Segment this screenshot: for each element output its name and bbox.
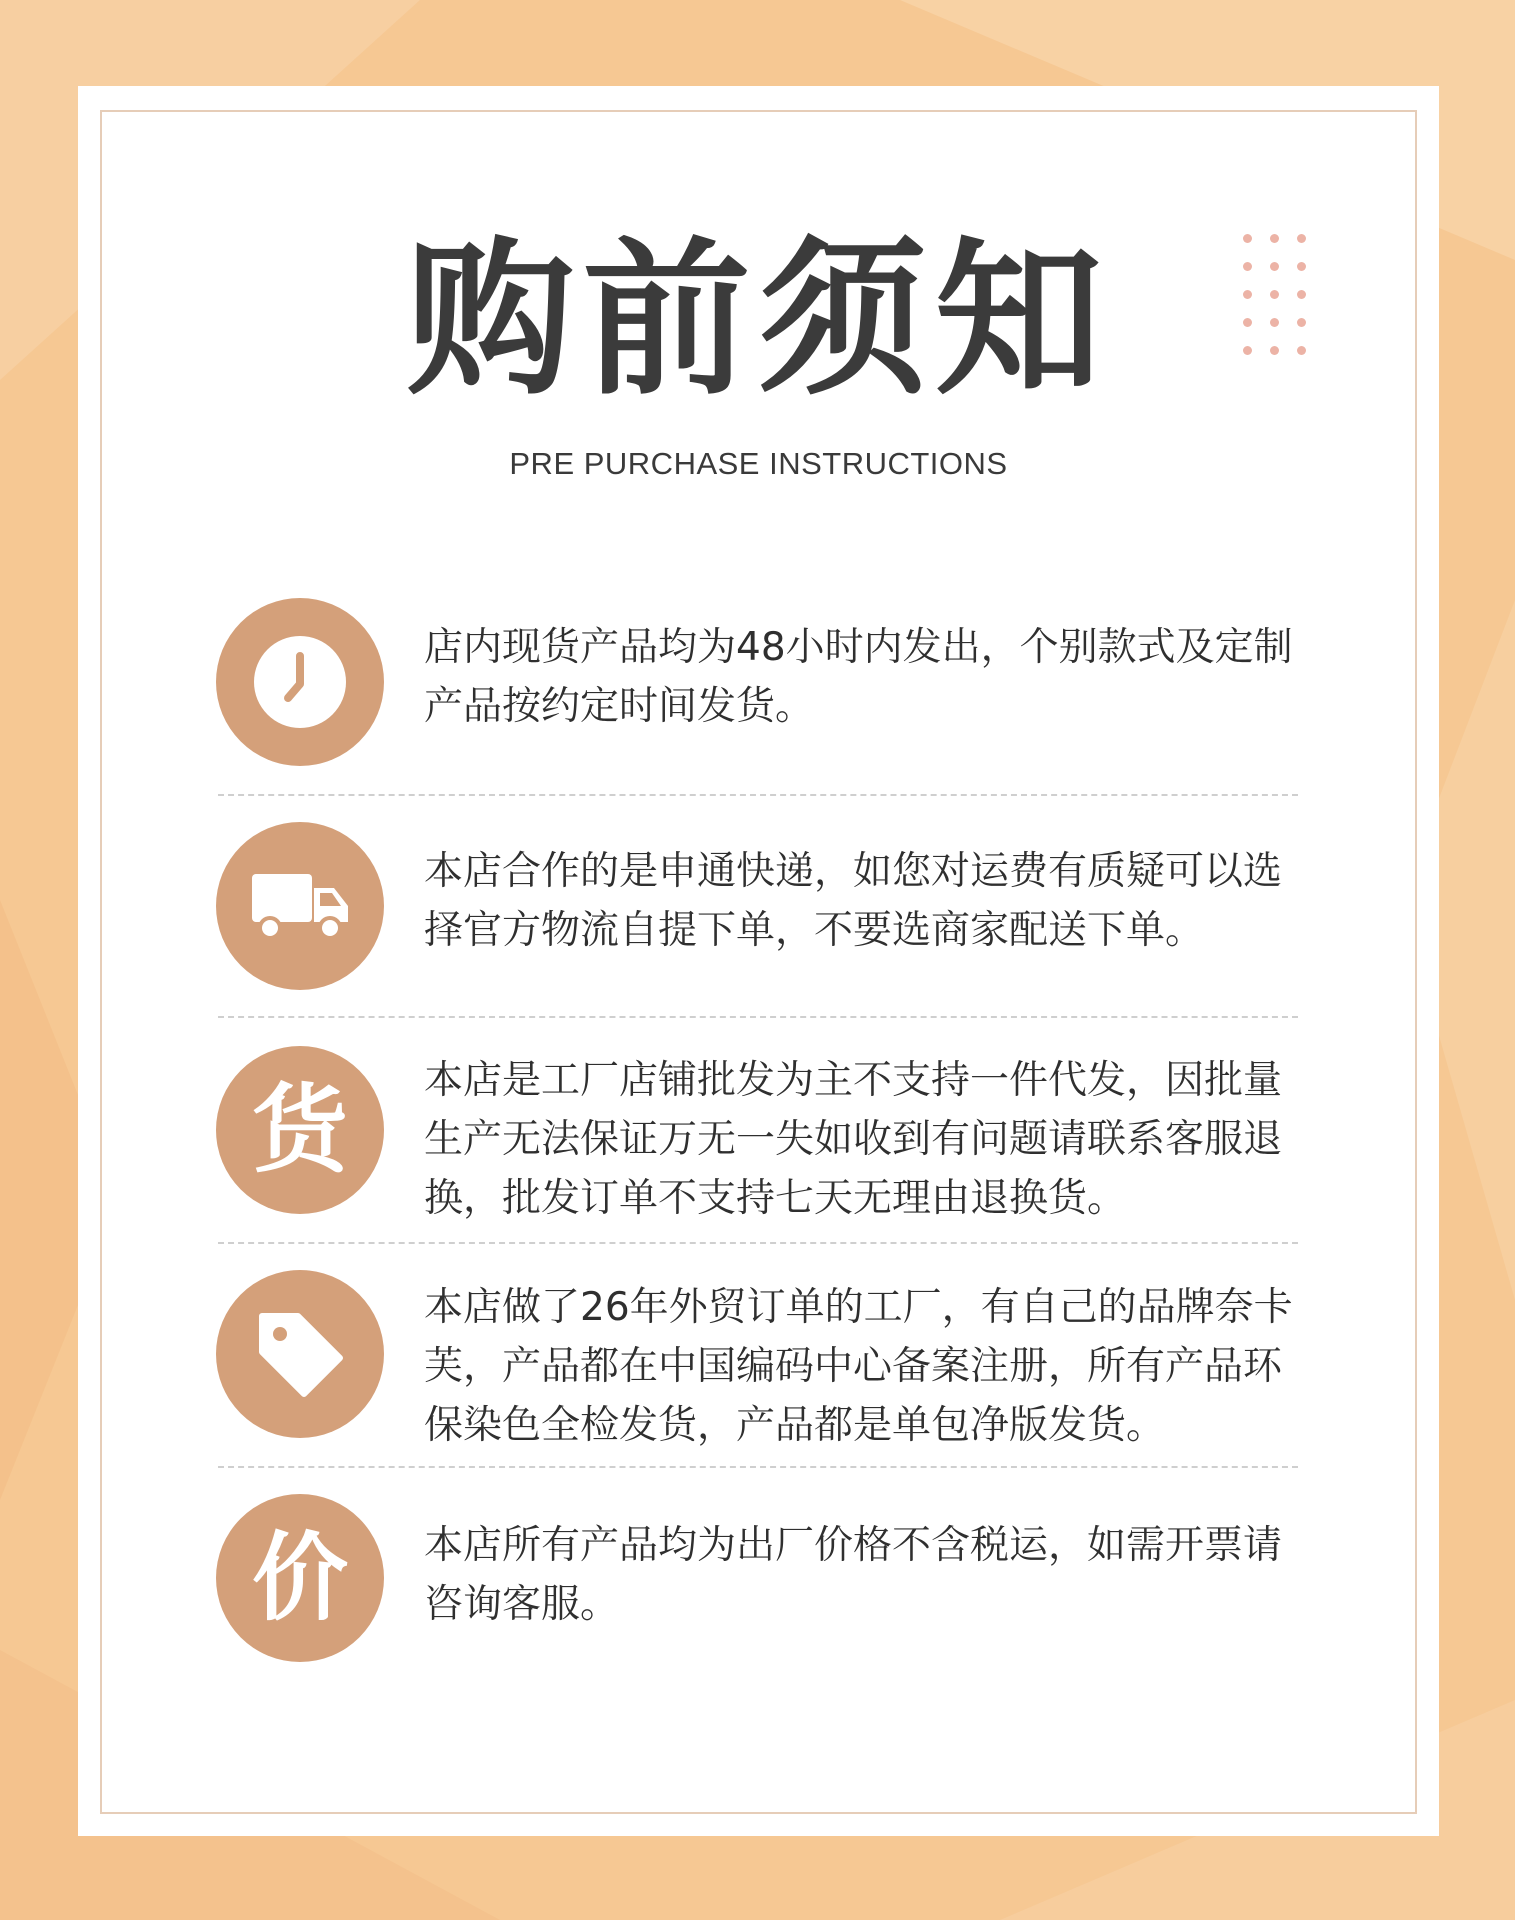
huo-char: 货 [252, 1074, 348, 1186]
page-title: 购前须知 [406, 222, 1111, 418]
notice-item-text: 本店合作的是申通快递，如您对运费有质疑可以选择官方物流自提下单，不要选商家配送下单。 [424, 849, 1283, 953]
divider [218, 1242, 1298, 1244]
jia-char-icon [216, 1494, 384, 1662]
notice-card [78, 86, 1439, 1836]
truck-icon [216, 822, 384, 990]
price-tag-icon [216, 1270, 384, 1438]
notice-item-text: 本店是工厂店铺批发为主不支持一件代发，因批量生产无法保证万无一失如收到有问题请联系客服退换，批发订单不支持七天无理由退换货。 [424, 1058, 1283, 1221]
notice-item-text: 店内现货产品均为48小时内发出，个别款式及定制产品按约定时间发货。 [424, 625, 1293, 729]
divider [218, 1466, 1298, 1468]
divider [218, 1016, 1298, 1018]
clock-icon [216, 598, 384, 766]
divider [218, 794, 1298, 796]
notice-item-text: 本店做了26年外贸订单的工厂，有自己的品牌奈卡芙，产品都在中国编码中心备案注册，所有产品环保染色全检发货，产品都是单包净版发货。 [424, 1285, 1293, 1448]
huo-char-icon [216, 1046, 384, 1214]
page-subtitle: PRE PURCHASE INSTRUCTIONS [509, 446, 1008, 481]
decor-dots [1243, 234, 1313, 364]
notice-item-text: 本店所有产品均为出厂价格不含税运，如需开票请咨询客服。 [424, 1523, 1283, 1627]
jia-char: 价 [252, 1522, 348, 1634]
